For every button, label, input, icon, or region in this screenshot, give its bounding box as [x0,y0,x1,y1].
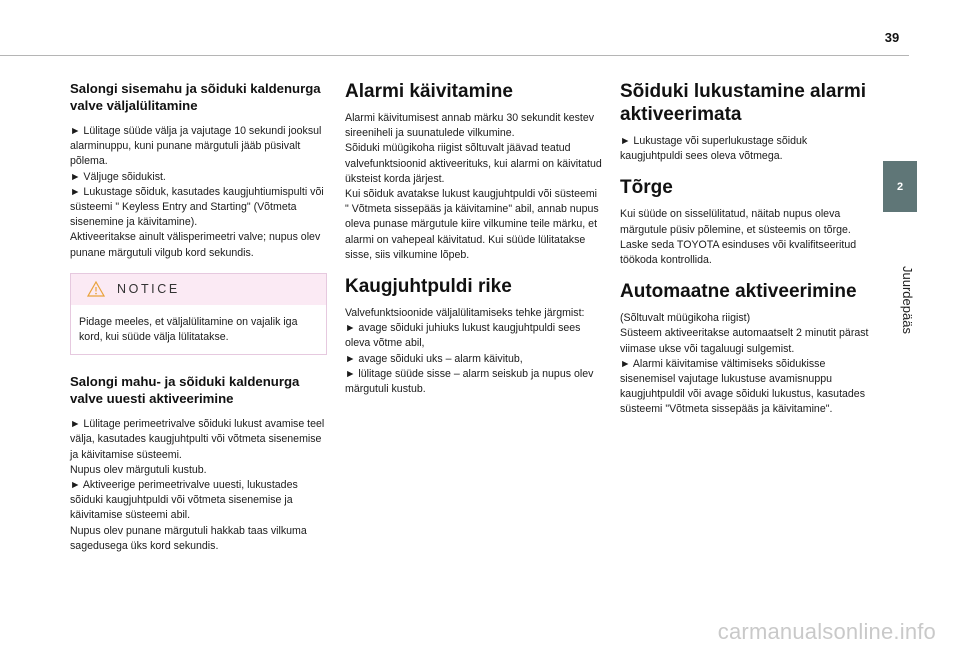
notice-box [70,273,327,355]
chapter-label: Juurdepääs [900,266,915,334]
column-middle [345,80,602,397]
section-heading-deactivate: Salongi sisemahu ja sõiduki kaldenurga valve väljalülitamine [70,81,321,113]
section-heading-fault: Tõrge [620,177,673,199]
section-text-deactivate: ► Lülitage süüde välja ja vajutage 10 sekundi jooksul alarminuppu, kuni punane märgutuli jääb püsivalt põlema. ► Väljuge sõidukist. ► Lukustage sõiduk, kasutades kaugjuhtiumispulti või süsteemi " Keyless Entry and Starting" (Võtmeta sisenemine ja käivitamine). Aktiveeritakse ainult välisperimeetri valve; nupus olev punane märgutuli vilgub kord sekundis. [70,125,324,259]
section-heading-remote-fault: Kaugjuhtpuldi rike [345,276,512,298]
notice-text: Pidage meeles, et väljalülitamine on vajalik iga kord, kui süüde välja lülitatakse. [79,315,298,344]
warning-triangle-icon [87,281,105,297]
notice-header [71,274,326,305]
chapter-tab[interactable]: 2 [883,161,917,212]
section-heading-auto-activation: Automaatne aktiveerimine [620,281,857,303]
section-text-reactivate: ► Lülitage perimeetrivalve sõiduki lukust avamise teel välja, kasutades kaugjuhtpulti või võtmeta sisenemise ja käivitamise süsteemi. Nupus olev märgutuli kustub. ► Aktiveerige perimeetrivalve uuesti, lukustades sõiduki kaugjuhtpuldi või võtmeta sisenemise ja käivitamise süsteemi abil. Nupus olev punane märgutuli hakkab taas vilkuma sagedusega üks kord sekundis. [70,418,325,552]
section-text-lock-without-alarm: ► Lukustage või superlukustage sõiduk kaugjuhtpuldi sees oleva võtmega. [620,135,808,163]
section-text-remote-fault: Valvefunktsioonide väljalülitamiseks tehke järgmist: ► avage sõiduki juhiuks lukust kaugjuhtpuldi sees oleva võtme abil, ► avage sõiduki uks – alarm käivitub, ► lülitage süüde sisse – alarm seiskub ja nupus olev märgutuli kustub. [345,307,594,396]
page-number: 39 [884,30,900,45]
column-left [70,80,328,554]
section-text-fault: Kui süüde on sisselülitatud, näitab nupus oleva märgutule püsiv põlemine, et süsteemis on tõrge. Laske seda TOYOTA esinduses või kvalifitseeritud töökoda kontrollida. [620,208,857,267]
notice-title: NOTICE [117,282,180,297]
watermark-text: carmanualsonline.info [717,619,936,644]
header-divider [0,55,909,56]
section-heading-lock-without-alarm: Sõiduki lukustamine alarmi aktiveerimata [620,81,867,125]
section-text-alarm-trigger: Alarmi käivitumisest annab märku 30 sekundit kestev sireeniheli ja suunatulede vilkumine. Sõiduki müügikoha riigist sõltuvalt jäävad teatud valvefunktsioonid aktiveerituks, kui alarmi on käivitatud üksteist korda järjest. Kui sõiduk avatakse lukust kaugjuhtpuldi või süsteemi " Võtmeta sissepääs ja käivitamine" abil, annab nupus oleva punase märgutule kiire vilkumine teile märku, et alarmi on vahepeal käivitatud. Kui süüde lülitatakse sisse, siis vilkumine lõpeb. [345,112,602,261]
section-text-auto-activation: (Sõltuvalt müügikoha riigist) Süsteem aktiveeritakse automaatselt 2 minutit pärast viimase ukse või tagaluugi sulgemist. ► Alarmi käivitamise vältimiseks sõidukisse sisenemisel vajutage lukustuse avamisnuppu kaugjuhtpuldil või avage sõiduki lukustus, kasutades süsteemi "Võtmeta sissepääs ja käivitamine". [620,312,869,416]
column-right [620,80,870,418]
section-heading-reactivate: Salongi mahu- ja sõiduki kaldenurga valve uuesti aktiveerimine [70,374,300,407]
section-heading-alarm-trigger: Alarmi käivitamine [345,81,513,102]
